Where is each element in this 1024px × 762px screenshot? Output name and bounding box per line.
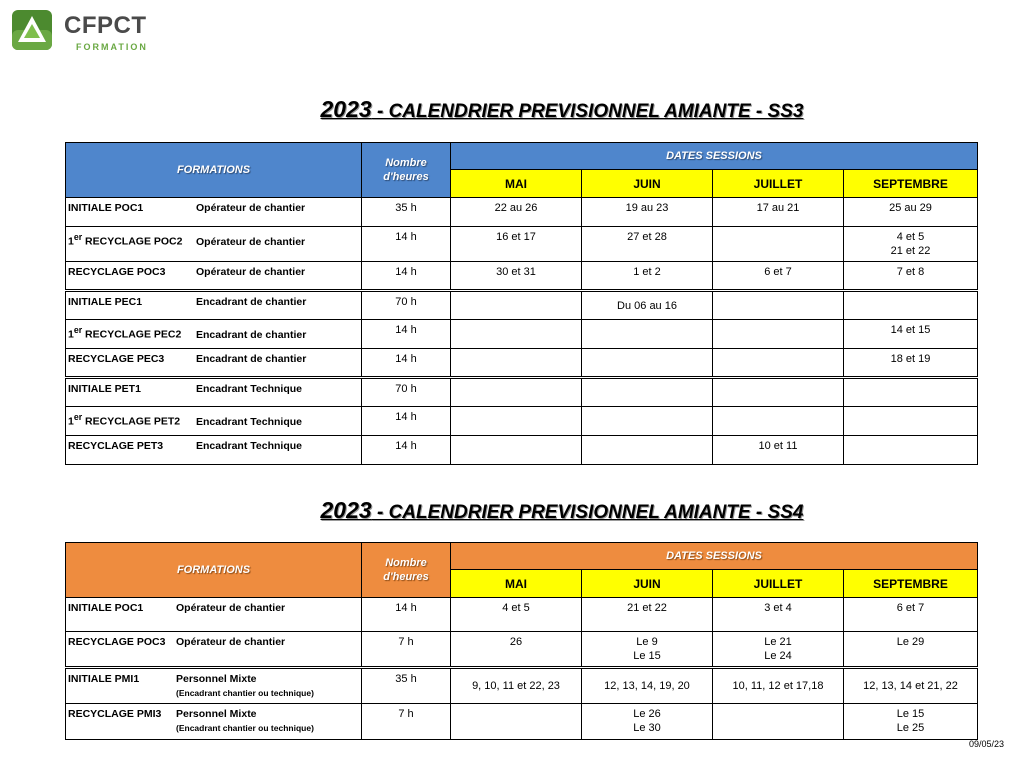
formation-code: INITIALE POC1 — [68, 602, 144, 614]
date-cell-juin: 27 et 28 — [582, 227, 713, 262]
ss3-title — [50, 96, 1024, 123]
ss4-month-mai: MAI — [451, 570, 582, 598]
date-cell-juin — [582, 436, 713, 465]
hours-cell: 7 h — [362, 704, 451, 740]
date-cell-septembre: 7 et 8 — [844, 262, 978, 291]
formation-role: Encadrant de chantier — [196, 328, 307, 341]
formation-code-num: 1 — [68, 235, 74, 248]
date-cell-mai — [451, 407, 582, 436]
hours-cell: 14 h — [362, 407, 451, 436]
ss4-header-hours — [362, 543, 451, 598]
date-line: Le 15 — [896, 708, 925, 720]
date-cell-septembre: 18 et 19 — [844, 349, 978, 378]
date-cell-mai — [451, 349, 582, 378]
date-cell-mai — [451, 320, 582, 349]
date-cell-juin — [582, 407, 713, 436]
table-row — [66, 227, 978, 262]
formation-cell — [66, 704, 362, 740]
table-row — [66, 436, 978, 465]
formation-role: Encadrant de chantier — [196, 353, 307, 365]
table-row — [66, 632, 978, 668]
ss4-header-dates: DATES SESSIONS — [451, 543, 978, 570]
formation-role-sub: (Encadrant chantier ou technique) — [176, 688, 314, 698]
date-line: Le 21 — [764, 636, 792, 648]
hours-cell: 35 h — [362, 668, 451, 704]
hours-cell: 14 h — [362, 598, 451, 632]
ss4-month-juin: JUIN — [582, 570, 713, 598]
ss3-header-hours-line2: d'heures — [383, 171, 429, 183]
date-line: Le 9 — [636, 636, 658, 648]
formation-code: INITIALE POC1 — [68, 202, 144, 214]
logo-tagline: FORMATION — [76, 42, 148, 52]
formation-code: INITIALE PMI1 — [68, 673, 140, 685]
date-cell-juin: 12, 13, 14, 19, 20 — [582, 668, 713, 704]
formation-cell — [66, 407, 362, 436]
table-row — [66, 704, 978, 740]
date-cell-mai: 26 — [451, 632, 582, 668]
formation-role: Encadrant Technique — [196, 383, 302, 395]
hours-cell: 14 h — [362, 320, 451, 349]
date-cell-juin — [582, 349, 713, 378]
formation-code: RECYCLAGE POC3 — [68, 266, 166, 278]
formation-role: Personnel Mixte — [176, 673, 257, 685]
ss3-header-dates: DATES SESSIONS — [451, 143, 978, 170]
date-cell-juillet — [713, 291, 844, 320]
formation-cell — [66, 291, 362, 320]
date-cell-septembre: 14 et 15 — [844, 320, 978, 349]
table-row — [66, 291, 978, 320]
formation-code — [68, 323, 196, 342]
formation-code: INITIALE PEC1 — [68, 296, 143, 308]
date-cell-mai: 4 et 5 — [451, 598, 582, 632]
date-cell-septembre — [844, 704, 978, 740]
date-line: 4 et 5 — [896, 231, 925, 243]
logo-name: CFPCT — [64, 12, 147, 39]
date-cell-juin — [582, 632, 713, 668]
formation-cell — [66, 598, 362, 632]
formation-code-sup: er — [73, 412, 83, 422]
table-row — [66, 349, 978, 378]
date-cell-septembre — [844, 407, 978, 436]
formation-role: Opérateur de chantier — [176, 636, 286, 648]
ss4-title — [50, 497, 1024, 524]
date-cell-septembre — [844, 227, 978, 262]
date-cell-juin: 21 et 22 — [582, 598, 713, 632]
ss3-title-text: - CALENDRIER PREVISIONNEL AMIANTE - SS3 — [371, 101, 804, 122]
formation-role: Personnel Mixte — [176, 708, 257, 720]
formation-code — [68, 410, 196, 429]
formation-cell — [66, 320, 362, 349]
date-cell-juillet — [713, 227, 844, 262]
date-line: Le 15 — [633, 650, 661, 662]
ss3-calendar-table — [65, 142, 978, 465]
hours-cell: 35 h — [362, 198, 451, 227]
formation-code: RECYCLAGE POC3 — [68, 636, 166, 648]
cfpct-logo-icon — [12, 10, 52, 50]
date-cell-juillet: 17 au 21 — [713, 198, 844, 227]
ss4-month-septembre: SEPTEMBRE — [844, 570, 978, 598]
formation-code-sup: er — [73, 325, 83, 335]
formation-code: RECYCLAGE PEC3 — [68, 353, 165, 365]
date-cell-juillet: 3 et 4 — [713, 598, 844, 632]
date-cell-mai: 22 au 26 — [451, 198, 582, 227]
date-cell-juillet — [713, 632, 844, 668]
formation-cell — [66, 436, 362, 465]
date-cell-juin: Du 06 au 16 — [582, 291, 713, 320]
date-cell-mai — [451, 436, 582, 465]
date-cell-septembre: 12, 13, 14 et 21, 22 — [844, 668, 978, 704]
date-cell-juin — [582, 320, 713, 349]
table-row — [66, 407, 978, 436]
date-cell-mai: 16 et 17 — [451, 227, 582, 262]
formation-role: Encadrant Technique — [196, 440, 302, 452]
formation-role: Encadrant de chantier — [196, 296, 307, 308]
date-cell-juillet — [713, 407, 844, 436]
date-cell-septembre — [844, 436, 978, 465]
cfpct-logo — [12, 8, 152, 52]
date-cell-septembre: 6 et 7 — [844, 598, 978, 632]
formation-code-rest: RECYCLAGE POC2 — [82, 235, 183, 248]
ss3-month-juillet: JUILLET — [713, 170, 844, 198]
formation-cell — [66, 262, 362, 291]
date-cell-juillet: 10, 11, 12 et 17,18 — [713, 668, 844, 704]
formation-code-num: 1 — [68, 415, 74, 428]
date-cell-mai — [451, 378, 582, 407]
hours-cell: 7 h — [362, 632, 451, 668]
ss3-header-hours — [362, 143, 451, 198]
date-cell-mai — [451, 704, 582, 740]
date-cell-juillet — [713, 704, 844, 740]
ss3-header-hours-line1: Nombre — [385, 157, 427, 169]
hours-cell: 70 h — [362, 378, 451, 407]
ss3-month-mai: MAI — [451, 170, 582, 198]
formation-role: Encadrant Technique — [196, 415, 302, 428]
formation-code: RECYCLAGE PET3 — [68, 440, 164, 452]
date-cell-septembre — [844, 291, 978, 320]
ss4-header-hours-line2: d'heures — [383, 571, 429, 583]
table-row — [66, 668, 978, 704]
footer-date: 09/05/23 — [968, 739, 1004, 749]
formation-role: Opérateur de chantier — [196, 235, 306, 248]
formation-cell — [66, 198, 362, 227]
formation-code: RECYCLAGE PMI3 — [68, 708, 162, 720]
date-cell-juin: 19 au 23 — [582, 198, 713, 227]
ss3-title-year: 2023 — [320, 96, 372, 122]
date-line: Le 30 — [633, 722, 661, 734]
formation-code-rest: RECYCLAGE PET2 — [82, 415, 181, 428]
date-cell-juillet: 6 et 7 — [713, 262, 844, 291]
formation-code-rest: RECYCLAGE PEC2 — [82, 328, 182, 341]
ss4-header-hours-line1: Nombre — [385, 557, 427, 569]
date-line: 21 et 22 — [890, 245, 931, 257]
formation-role: Opérateur de chantier — [196, 202, 306, 214]
date-cell-juillet — [713, 378, 844, 407]
ss4-calendar-table — [65, 542, 978, 740]
table-row — [66, 198, 978, 227]
date-cell-mai: 9, 10, 11 et 22, 23 — [451, 668, 582, 704]
date-line: Le 25 — [896, 722, 925, 734]
date-cell-juillet: 10 et 11 — [713, 436, 844, 465]
date-line: Le 24 — [764, 650, 792, 662]
formation-role-sub: (Encadrant chantier ou technique) — [176, 723, 314, 733]
formation-role: Opérateur de chantier — [196, 266, 306, 278]
formation-cell — [66, 227, 362, 262]
formation-role: Opérateur de chantier — [176, 602, 286, 614]
formation-cell — [66, 632, 362, 668]
ss4-header-formations: FORMATIONS — [66, 543, 362, 598]
date-cell-mai: 30 et 31 — [451, 262, 582, 291]
date-cell-juin: 1 et 2 — [582, 262, 713, 291]
date-cell-mai — [451, 291, 582, 320]
date-cell-juin — [582, 704, 713, 740]
hours-cell: 70 h — [362, 291, 451, 320]
formation-code-num: 1 — [68, 328, 74, 341]
formation-cell — [66, 668, 362, 704]
ss4-title-year: 2023 — [320, 497, 372, 523]
date-cell-septembre — [844, 378, 978, 407]
formation-code: INITIALE PET1 — [68, 383, 141, 395]
formation-cell — [66, 349, 362, 378]
ss3-month-septembre: SEPTEMBRE — [844, 170, 978, 198]
hours-cell: 14 h — [362, 436, 451, 465]
formation-cell — [66, 378, 362, 407]
ss3-month-juin: JUIN — [582, 170, 713, 198]
hours-cell: 14 h — [362, 227, 451, 262]
ss4-title-text: - CALENDRIER PREVISIONNEL AMIANTE - SS4 — [371, 502, 804, 523]
date-cell-septembre: Le 29 — [844, 632, 978, 668]
hours-cell: 14 h — [362, 349, 451, 378]
date-cell-juillet — [713, 320, 844, 349]
date-cell-juin — [582, 378, 713, 407]
table-row — [66, 262, 978, 291]
ss4-month-juillet: JUILLET — [713, 570, 844, 598]
formation-code — [68, 230, 196, 249]
table-row — [66, 320, 978, 349]
formation-code-sup: er — [73, 232, 83, 242]
date-cell-juillet — [713, 349, 844, 378]
date-cell-septembre: 25 au 29 — [844, 198, 978, 227]
hours-cell: 14 h — [362, 262, 451, 291]
date-line: Le 26 — [633, 708, 661, 720]
ss3-header-formations: FORMATIONS — [66, 143, 362, 198]
table-row — [66, 378, 978, 407]
table-row — [66, 598, 978, 632]
